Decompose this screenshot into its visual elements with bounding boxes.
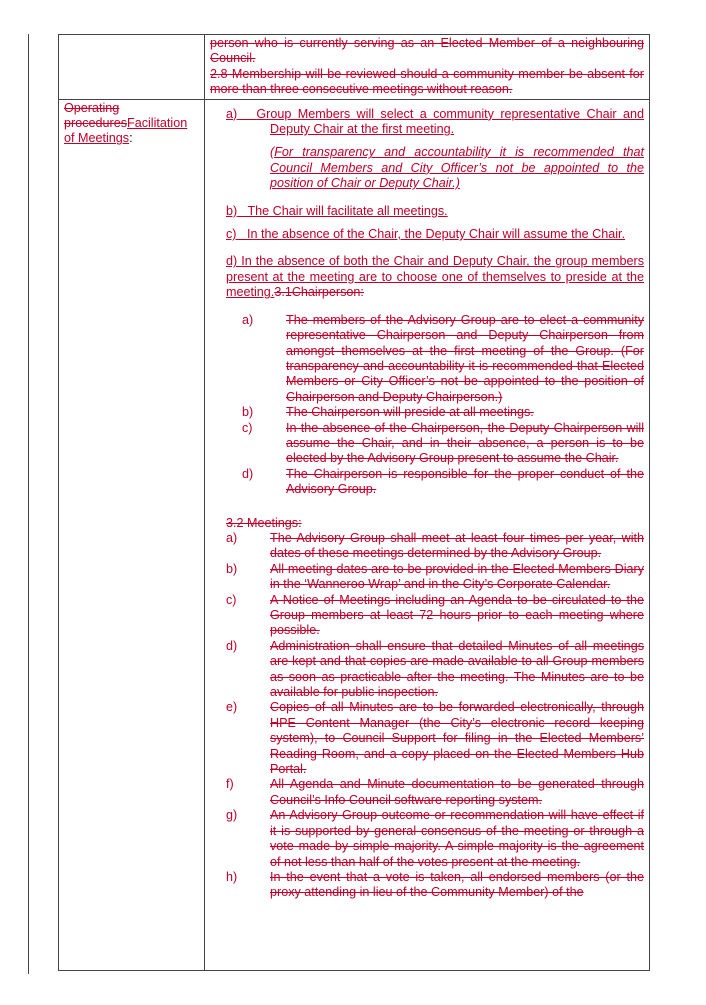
old-3-2-item: g) An Advisory Group outcome or recommendation will have effect if it is supported by general consensus of the meeting or through a vote made by simple majority. A simple majority is the agreement of not less than half of the votes present at the meeting. bbox=[226, 808, 644, 869]
continued-text: person who is currently serving as an Elected Member of a neighbouring Council. bbox=[210, 36, 644, 66]
new-item-b: b) The Chair will facilitate all meetings. bbox=[226, 203, 448, 218]
label-deleted: Operating procedures bbox=[64, 100, 128, 131]
clause-2-8: 2.8 Membership will be reviewed should a community member be absent for more than three consecutive meetings without reason. bbox=[210, 66, 644, 97]
section-content-cell bbox=[205, 99, 650, 970]
label-inserted: Facilitation of Meetings bbox=[64, 116, 188, 146]
new-item-c: c) In the absence of the Chair, the Deputy Chair will assume the Chair. bbox=[226, 227, 626, 242]
empty-label-cell bbox=[59, 35, 205, 100]
old-3-2-item: e) Copies of all Minutes are to be forwarded electronically, through HPE Content Manager (the City’s electronic record keeping system), to Council Support for filing in the Elected Members’ Reading Room, and a copy placed on the Elected Members Hub Portal. bbox=[226, 700, 644, 777]
new-item-a: a) Group Members will select a community representative Chair and Deputy Chair at the first meeting. bbox=[226, 106, 644, 137]
old-3-2-item: f) All Agenda and Minute documentation to be generated through Council’s Info Council software reporting system. bbox=[226, 777, 644, 807]
new-item-d: d) In the absence of both the Chair and Deputy Chair, the group members present at the meeting are to choose one of themselves to preside at the meeting.3.1Chairperson: bbox=[226, 254, 644, 300]
heading-3-1: 3.1Chairperson: bbox=[274, 285, 364, 300]
label-colon: : bbox=[129, 131, 133, 146]
membership-cell bbox=[205, 35, 650, 100]
old-3-2-list bbox=[210, 531, 644, 901]
table-row-meetings bbox=[59, 99, 650, 970]
old-3-2-item: c) A Notice of Meetings including an Agenda to be circulated to the Group members at least 72 hours prior to each meeting where possible. bbox=[226, 592, 644, 638]
old-3-2-item: h) In the event that a vote is taken, all endorsed members (or the proxy attending in lieu of the Community Member) of the bbox=[226, 869, 644, 900]
section-label-cell bbox=[59, 99, 205, 970]
old-3-2-item: a) The Advisory Group shall meet at least four times per year, with dates of these meetings determined by the Advisory Group. bbox=[226, 530, 644, 561]
old-3-2-item: d) Administration shall ensure that detailed Minutes of all meetings are kept and that copies are made available to all Group members as soon as practicable after the meeting. The Minutes are to be available for public inspection. bbox=[226, 638, 644, 700]
new-item-note: (For transparency and accountability it is recommended that Council Members and City Officer’s not be appointed to the position of Chair or Deputy Chair.) bbox=[270, 145, 644, 191]
heading-3-2: 3.2 Meetings: bbox=[226, 515, 302, 530]
old-3-1-list bbox=[226, 313, 644, 498]
old-3-1-item: d) The Chairperson is responsible for the proper conduct of the Advisory Group. bbox=[242, 466, 644, 497]
old-3-1-item: a) The members of the Advisory Group are to elect a community representative Chairperson and Deputy Chairperson from amongst themselves at the first meeting of the Group. (For transparency and accountability it is recommended that Elected Members or City Officer’s not be appointed to the position of Chairperson and Deputy Chairperson.) bbox=[242, 312, 644, 404]
old-3-1-item: c) In the absence of the Chairperson, the Deputy Chairperson will assume the Chair, and in their absence, a person is to be elected by the Advisory Group present to assume the Chair. bbox=[242, 420, 644, 466]
table-row-membership bbox=[59, 35, 650, 100]
old-3-2-item: b) All meeting dates are to be provided in the Elected Members Diary in the ‘Wanneroo Wrap’ and in the City’s Corporate Calendar. bbox=[226, 561, 644, 592]
old-3-1-item: b) The Chairperson will preside at all meetings. bbox=[242, 405, 534, 420]
terms-of-reference-table bbox=[58, 34, 650, 971]
left-margin-rule bbox=[28, 34, 29, 974]
